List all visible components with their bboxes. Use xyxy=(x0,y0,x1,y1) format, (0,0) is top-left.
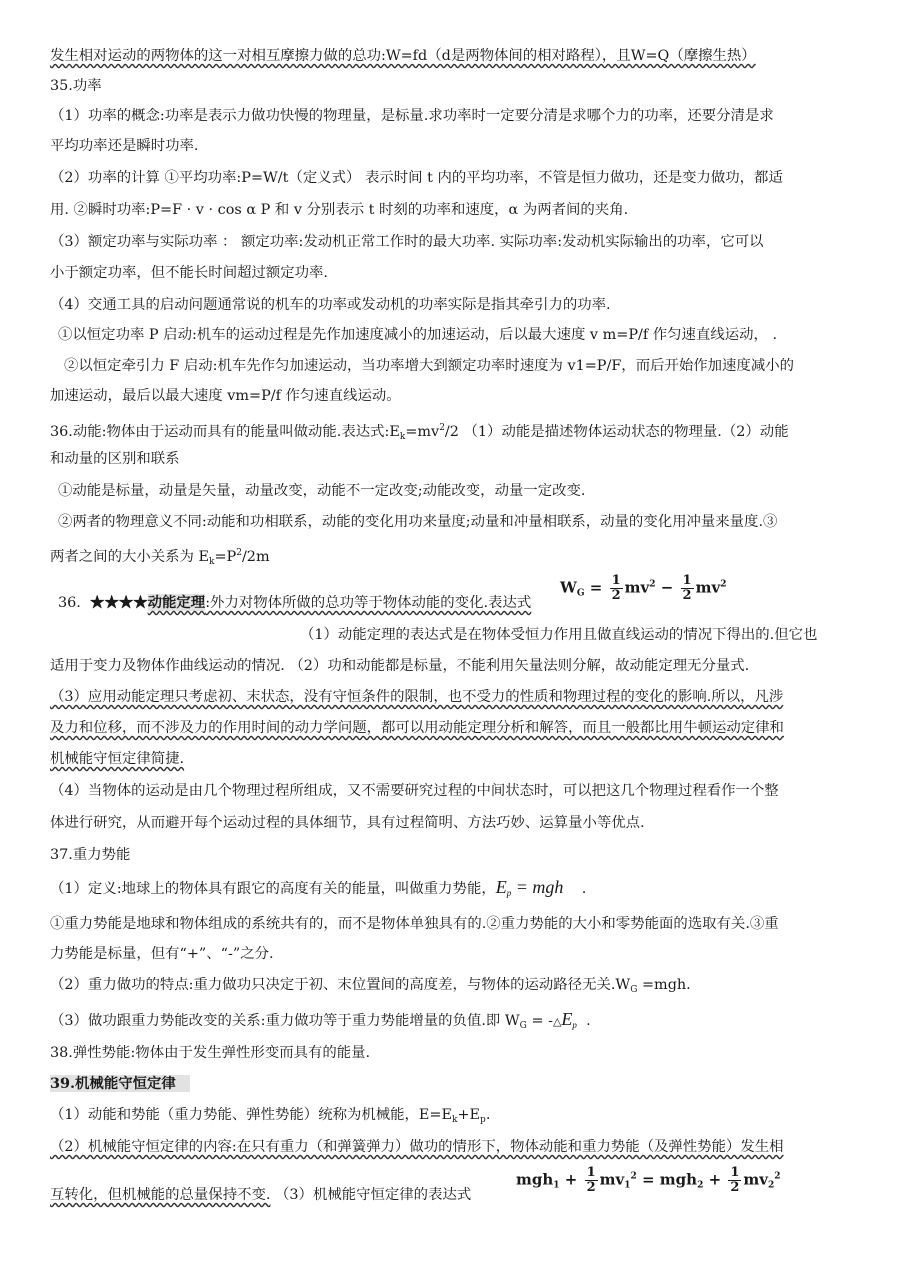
formula-symbol: mv xyxy=(624,578,650,597)
text-line: ②两者的物理意义不同:动能和功相联系，动能的变化用功来量度;动量和冲量相联系，动量的变化用冲量来量度.③ xyxy=(58,514,778,530)
formula-symbol: = xyxy=(641,1170,655,1189)
text-line: （4）当物体的运动是由几个物理过程所组成，又不需要研究过程的中间状态时，可以把这几个物理过程看作一个整 xyxy=(50,783,779,799)
text-fragment: 36.动能:物体由于运动而具有的能量叫做动能.表达式:E xyxy=(50,424,400,440)
text-fragment: /2 （1）动能是描述物体运动状态的物理量.（2）动能 xyxy=(444,424,789,440)
text-fragment: （3）做功跟重力势能改变的关系:重力做功等于重力势能增量的负值.即 W xyxy=(50,1013,520,1029)
text-line: ①重力势能是地球和物体组成的系统共有的，而不是物体单独具有的.②重力势能的大小和零势能面的选取有关.③重 xyxy=(50,916,779,932)
text-line: （1）动能定理的表达式是在物体受恒力作用且做直线运动的情况下得出的.但它也 xyxy=(300,627,818,643)
denominator: 2 xyxy=(730,1180,740,1195)
text-fragment: =P xyxy=(214,549,237,565)
numerator: 1 xyxy=(586,1165,596,1180)
text-line: 力势能是标量，但有“+”、“-”之分. xyxy=(50,946,274,962)
section-heading-38: 38.弹性势能:物体由于发生弹性形变而具有的能量. xyxy=(50,1045,371,1061)
underlined-text: （3）应用动能定理只考虑初、末状态，没有守恒条件的限制，也不受力的性质和物理过程的变化的影响.所以，凡涉 xyxy=(50,689,784,705)
formula-symbol: W xyxy=(560,578,577,597)
denominator: 2 xyxy=(586,1180,596,1195)
superscript: 2 xyxy=(236,548,242,558)
section-heading-39 xyxy=(50,1071,190,1097)
text-line: ①以恒定功率 P 启动:机车的运动过程是先作加速度减小的加速运动，后以最大速度 v m=P/f 作匀速直线运动， . xyxy=(58,327,778,343)
superscript: 2 xyxy=(720,579,727,590)
text-fragment: . xyxy=(485,1107,491,1123)
text-fragment: （1）动能和势能（重力势能、弹性势能）统称为机械能，E=E xyxy=(50,1107,452,1123)
text-line xyxy=(50,715,784,741)
superscript: 2 xyxy=(774,1171,781,1182)
delta-symbol: △ xyxy=(552,1016,562,1028)
subscript: k xyxy=(452,1115,458,1125)
text-line xyxy=(50,684,783,710)
text-fragment: /2m xyxy=(241,549,270,565)
text-fragment: （3）机械能守恒定律的表达式 xyxy=(270,1187,472,1203)
denominator: 2 xyxy=(682,588,692,603)
text-line: ①动能是标量，动量是矢量，动量改变，动能不一定改变;动能改变，动量一定改变. xyxy=(58,483,586,499)
superscript: 2 xyxy=(439,423,445,433)
highlighted-title: 39.机械能守恒定律 xyxy=(50,1075,190,1092)
underlined-text: :外力对物体所做的总功等于物体动能的变化.表达式 xyxy=(205,595,532,611)
text-fragment: （2）重力做功的特点:重力做功只决定于初、末位置间的高度差，与物体的运动路径无关.W xyxy=(50,977,631,993)
subscript: G xyxy=(519,1021,527,1031)
fraction xyxy=(728,1166,741,1195)
formula-symbol: − xyxy=(660,578,674,597)
text-line: （2）功率的计算 ①平均功率:P=W/t（定义式） 表示时间 t 内的平均功率，不管是恒力做功，还是变力做功，都适 xyxy=(50,170,783,186)
underlined-text: （2）机械能守恒定律的内容:在只有重力（和弹簧弹力）做功的情形下，物体动能和重力势能（及弹性势能）发生相 xyxy=(50,1139,784,1155)
subscript: 1 xyxy=(553,1180,560,1191)
numerator: 1 xyxy=(682,573,692,588)
formula-symbol: E xyxy=(495,877,507,897)
text-line: ②以恒定牵引力 F 启动:机车先作匀加速运动，当功率增大到额定功率时速度为 v1=P/F，而后开始作加速度减小的 xyxy=(64,358,794,374)
subscript: p xyxy=(572,1020,577,1030)
underlined-text: 互转化，但机械能的总量保持不变. xyxy=(50,1187,271,1203)
section-heading-37: 37.重力势能 xyxy=(50,847,131,863)
numerator: 1 xyxy=(611,573,621,588)
work-energy-formula xyxy=(560,574,726,604)
text-line xyxy=(50,540,270,575)
formula-symbol: mgh xyxy=(659,1170,698,1189)
text-line: （3）额定功率与实际功率 ： 额定功率:发动机正常工作时的最大功率. 实际功率:发动机实际输出的功率，它可以 xyxy=(50,234,764,250)
formula-symbol: mv xyxy=(695,578,721,597)
section-heading-36-kinetic-energy xyxy=(50,415,789,450)
subscript: 2 xyxy=(768,1180,775,1191)
delta-ep-formula xyxy=(553,1009,577,1029)
subscript: k xyxy=(399,432,406,442)
formula-symbol: = xyxy=(589,578,603,597)
text-line: 小于额定功率，但不能长时间超过额定功率. xyxy=(50,265,328,281)
text-line xyxy=(50,1182,471,1208)
text-line xyxy=(50,1006,591,1039)
text-line: 平均功率还是瞬时功率. xyxy=(50,138,199,154)
superscript: 2 xyxy=(630,1171,637,1182)
section-number: 36. xyxy=(58,595,81,611)
formula-symbol: + xyxy=(564,1170,578,1189)
text-fragment: = - xyxy=(526,1013,553,1029)
subscript: p xyxy=(506,888,512,898)
text-line xyxy=(50,746,184,772)
text-line xyxy=(50,1134,784,1160)
star-rating-icon: ★★★★ xyxy=(90,594,148,611)
subscript: G xyxy=(576,588,585,599)
text-line: 体进行研究，从而避开每个运动过程的具体细节，具有过程简明、方法巧妙、运算量小等优点. xyxy=(50,815,645,831)
formula-symbol: E xyxy=(561,1009,573,1029)
formula-symbol: mv xyxy=(743,1170,769,1189)
text-line: 用. ②瞬时功率:P=F · v · cos α P 和 v 分别表示 t 时刻的功率和速度，α 为两者间的夹角. xyxy=(50,202,629,218)
text-line: （1）功率的概念:功率是表示力做功快慢的物理量，是标量.求功率时一定要分清是求哪个力的功率，还要分清是求 xyxy=(50,108,774,124)
text-fragment: . xyxy=(581,881,587,897)
text-line: （4）交通工具的启动问题通常说的机车的功率或发动机的功率实际是指其牵引力的功率. xyxy=(50,297,611,313)
text-line xyxy=(50,874,586,906)
section-heading-36-work-energy-theorem xyxy=(58,590,531,616)
text-line xyxy=(50,43,756,69)
numerator: 1 xyxy=(730,1165,740,1180)
fraction xyxy=(681,574,694,603)
underlined-text: 及力和位移，而不涉及力的作用时间的动力学问题，都可以用动能定理分析和解答，而且一般都比用牛顿运动定律和 xyxy=(50,720,784,736)
denominator: 2 xyxy=(611,588,621,603)
superscript: 2 xyxy=(649,579,656,590)
formula-symbol: + xyxy=(708,1170,722,1189)
text-fragment: 两者之间的大小关系为 E xyxy=(50,549,209,565)
text-line: 适用于变力及物体作曲线运动的情况. （2）功和动能都是标量，不能利用矢量法则分解，故动能定理无分量式. xyxy=(50,658,750,674)
highlighted-title: 动能定理 xyxy=(147,594,206,611)
text-fragment: +E xyxy=(457,1107,481,1123)
text-fragment: （1）定义:地球上的物体具有跟它的高度有关的能量，叫做重力势能， xyxy=(50,881,496,897)
formula-symbol: mv xyxy=(599,1170,625,1189)
text-line: 和动量的区别和联系 xyxy=(50,451,180,467)
fraction xyxy=(610,574,623,603)
section-heading-35: 35.功率 xyxy=(50,78,102,94)
subscript: G xyxy=(630,985,638,995)
text-line xyxy=(50,972,691,1003)
subscript: k xyxy=(209,557,215,567)
formula-symbol: = mgh xyxy=(511,877,564,897)
subscript: p xyxy=(480,1115,486,1125)
text-line xyxy=(50,1102,490,1133)
text-line: 加速运动，最后以最大速度 vm=P/f 作匀速直线运动。 xyxy=(50,388,401,404)
potential-energy-formula xyxy=(496,877,564,897)
text-fragment: =mv xyxy=(405,424,440,440)
fraction xyxy=(585,1166,598,1195)
conservation-formula xyxy=(516,1166,781,1196)
text-fragment: . xyxy=(586,1013,591,1029)
formula-symbol: mgh xyxy=(516,1170,554,1189)
subscript: 2 xyxy=(697,1180,704,1191)
text-fragment: =mgh. xyxy=(637,977,691,993)
underlined-text: 机械能守恒定律简捷. xyxy=(50,751,185,767)
underlined-text: 发生相对运动的两物体的这一对相互摩擦力做的总功:W=fd（d是两物体间的相对路程），且W=Q（摩擦生热） xyxy=(50,48,756,64)
subscript: 1 xyxy=(624,1180,631,1191)
